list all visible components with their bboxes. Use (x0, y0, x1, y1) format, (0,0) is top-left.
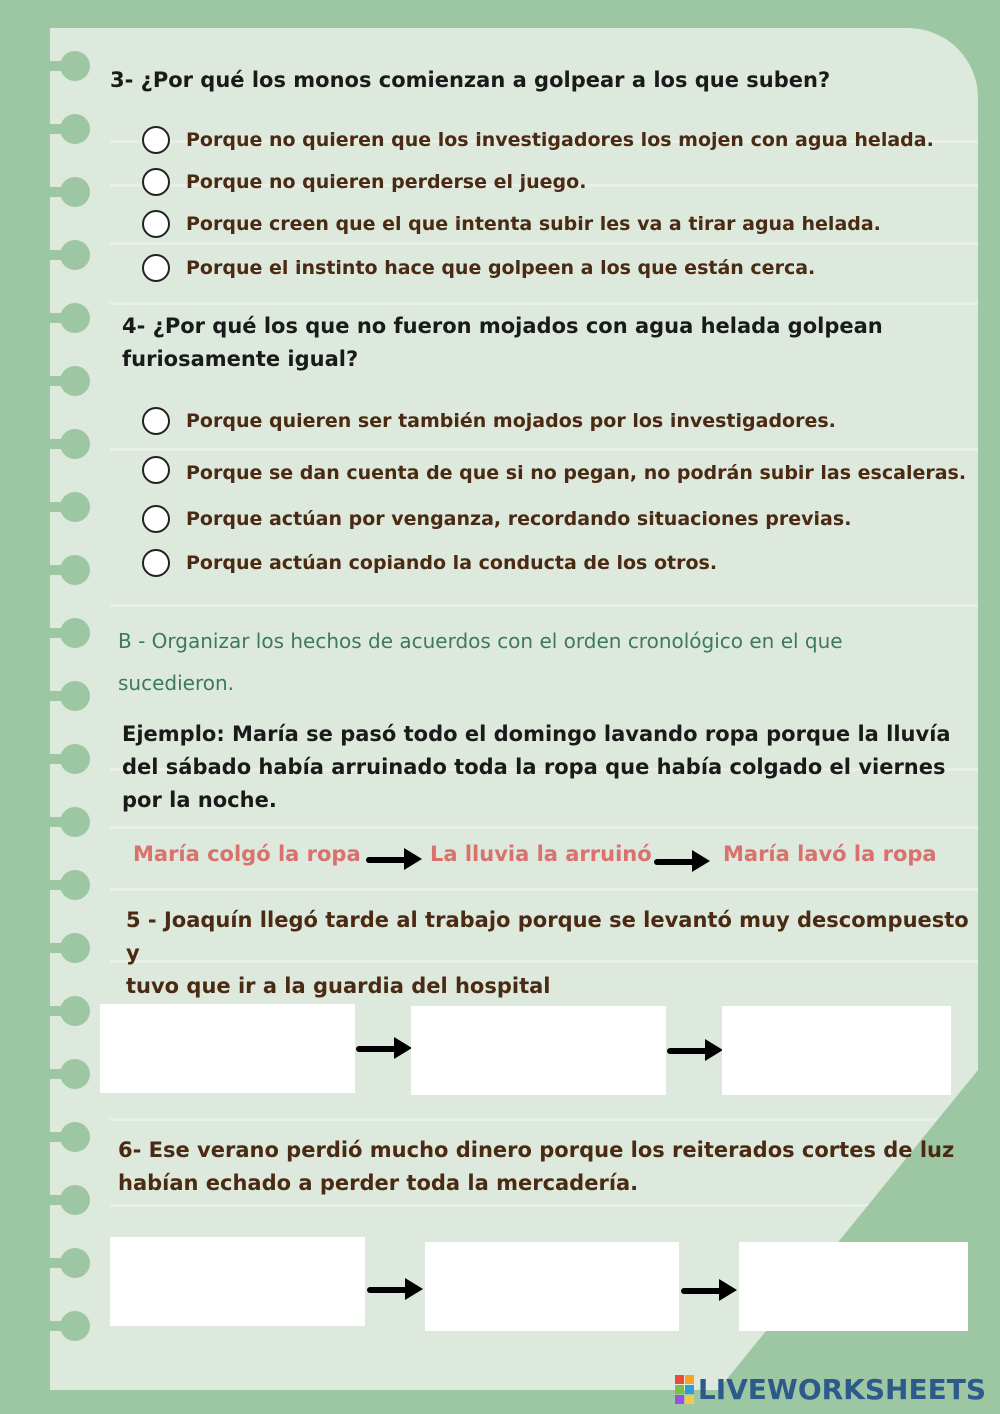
brand-text: LIVEWORKSHEETS (697, 1373, 986, 1406)
q4-option-2[interactable]: Porque se dan cuenta de que si no pegan, no podrán subir las escaleras. (142, 456, 966, 490)
binding-ring (60, 492, 90, 522)
q4-option-1[interactable]: Porque quieren ser también mojados por los investigadores. (142, 404, 836, 438)
section-b-instructions (118, 620, 978, 704)
right-arrow-icon (366, 854, 422, 864)
radio-button[interactable] (142, 126, 170, 154)
radio-button[interactable] (142, 456, 170, 484)
binding-ring (60, 51, 90, 81)
binding-ring (60, 1185, 90, 1215)
example-step-3: María lavó la ropa (723, 842, 937, 866)
liveworksheets-icon (675, 1375, 694, 1404)
q4-option-4[interactable]: Porque actúan copiando la conducta de los otros. (142, 546, 717, 580)
binding-ring (60, 870, 90, 900)
question-4 (122, 310, 883, 376)
right-arrow-icon (654, 856, 710, 866)
q4-option-3[interactable]: Porque actúan por venganza, recordando situaciones previas. (142, 502, 851, 536)
radio-button[interactable] (142, 254, 170, 282)
binding-ring (60, 933, 90, 963)
ruled-line (110, 302, 978, 305)
q5-answer-box-1[interactable] (100, 1004, 355, 1093)
radio-button[interactable] (142, 210, 170, 238)
binding-ring (60, 429, 90, 459)
question-5-line-2: tuvo que ir a la guardia del hospital (126, 974, 551, 998)
question-5-line-1: 5 - Joaquín llegó tarde al trabajo porque se levantó muy descompuesto y (126, 908, 969, 965)
question-6-line-1: 6- Ese verano perdió mucho dinero porque los reiterados cortes de luz (118, 1138, 955, 1162)
radio-button[interactable] (142, 549, 170, 577)
example-line-3: por la noche. (122, 788, 277, 812)
q3-option-1[interactable]: Porque no quieren que los investigadores los mojen con agua helada. (142, 123, 934, 157)
binding-ring (60, 1122, 90, 1152)
binding-ring (60, 807, 90, 837)
binding-ring (60, 240, 90, 270)
right-arrow-icon (681, 1285, 737, 1295)
right-arrow-icon (356, 1043, 412, 1053)
ruled-line (110, 242, 978, 245)
page-curl (718, 1070, 978, 1390)
ruled-line (110, 826, 978, 829)
example-step-2: La lluvia la arruinó (430, 842, 652, 866)
q5-answer-box-2[interactable] (411, 1006, 666, 1095)
binding-ring (60, 1248, 90, 1278)
question-6-line-2: habían echado a perder toda la mercadería. (118, 1171, 639, 1195)
radio-button[interactable] (142, 505, 170, 533)
q5-answer-box-3[interactable] (722, 1006, 951, 1095)
q6-answer-box-2[interactable] (425, 1242, 679, 1331)
section-b-line-1: B - Organizar los hechos de acuerdos con el orden cronológico en el que (118, 629, 843, 653)
binding-ring (60, 303, 90, 333)
binding-ring (60, 366, 90, 396)
question-5 (126, 904, 986, 1003)
binding-ring (60, 177, 90, 207)
section-b-line-2: sucedieron. (118, 671, 235, 695)
example-text (122, 718, 962, 817)
binding-ring (60, 114, 90, 144)
question-4-line-1: 4- ¿Por qué los que no fueron mojados con agua helada golpean (122, 314, 883, 338)
radio-button[interactable] (142, 168, 170, 196)
question-4-line-2: furiosamente igual? (122, 347, 359, 371)
example-line-2: del sábado había arruinado toda la ropa que había colgado el viernes (122, 755, 946, 779)
ruled-line (110, 888, 978, 891)
q6-answer-box-3[interactable] (739, 1242, 968, 1331)
binding-ring (60, 1059, 90, 1089)
ruled-line (110, 448, 978, 451)
binding-ring (60, 744, 90, 774)
liveworksheets-logo[interactable] (675, 1373, 986, 1406)
binding-ring (60, 618, 90, 648)
right-arrow-icon (367, 1284, 423, 1294)
example-line-1: Ejemplo: María se pasó todo el domingo lavando ropa porque la lluvía (122, 722, 951, 746)
question-3: 3- ¿Por qué los monos comienzan a golpear a los que suben? (110, 68, 831, 92)
q3-option-3[interactable]: Porque creen que el que intenta subir les va a tirar agua helada. (142, 207, 881, 241)
binding-ring (60, 555, 90, 585)
example-step-1: María colgó la ropa (133, 842, 361, 866)
binding-ring (60, 996, 90, 1026)
radio-button[interactable] (142, 407, 170, 435)
binding-ring (60, 1311, 90, 1341)
q3-option-4[interactable]: Porque el instinto hace que golpeen a los que están cerca. (142, 251, 815, 285)
q6-answer-box-1[interactable] (110, 1237, 365, 1326)
ruled-line (110, 604, 978, 607)
question-6 (118, 1134, 978, 1200)
right-arrow-icon (667, 1045, 723, 1055)
binding-ring (60, 681, 90, 711)
q3-option-2[interactable]: Porque no quieren perderse el juego. (142, 165, 586, 199)
